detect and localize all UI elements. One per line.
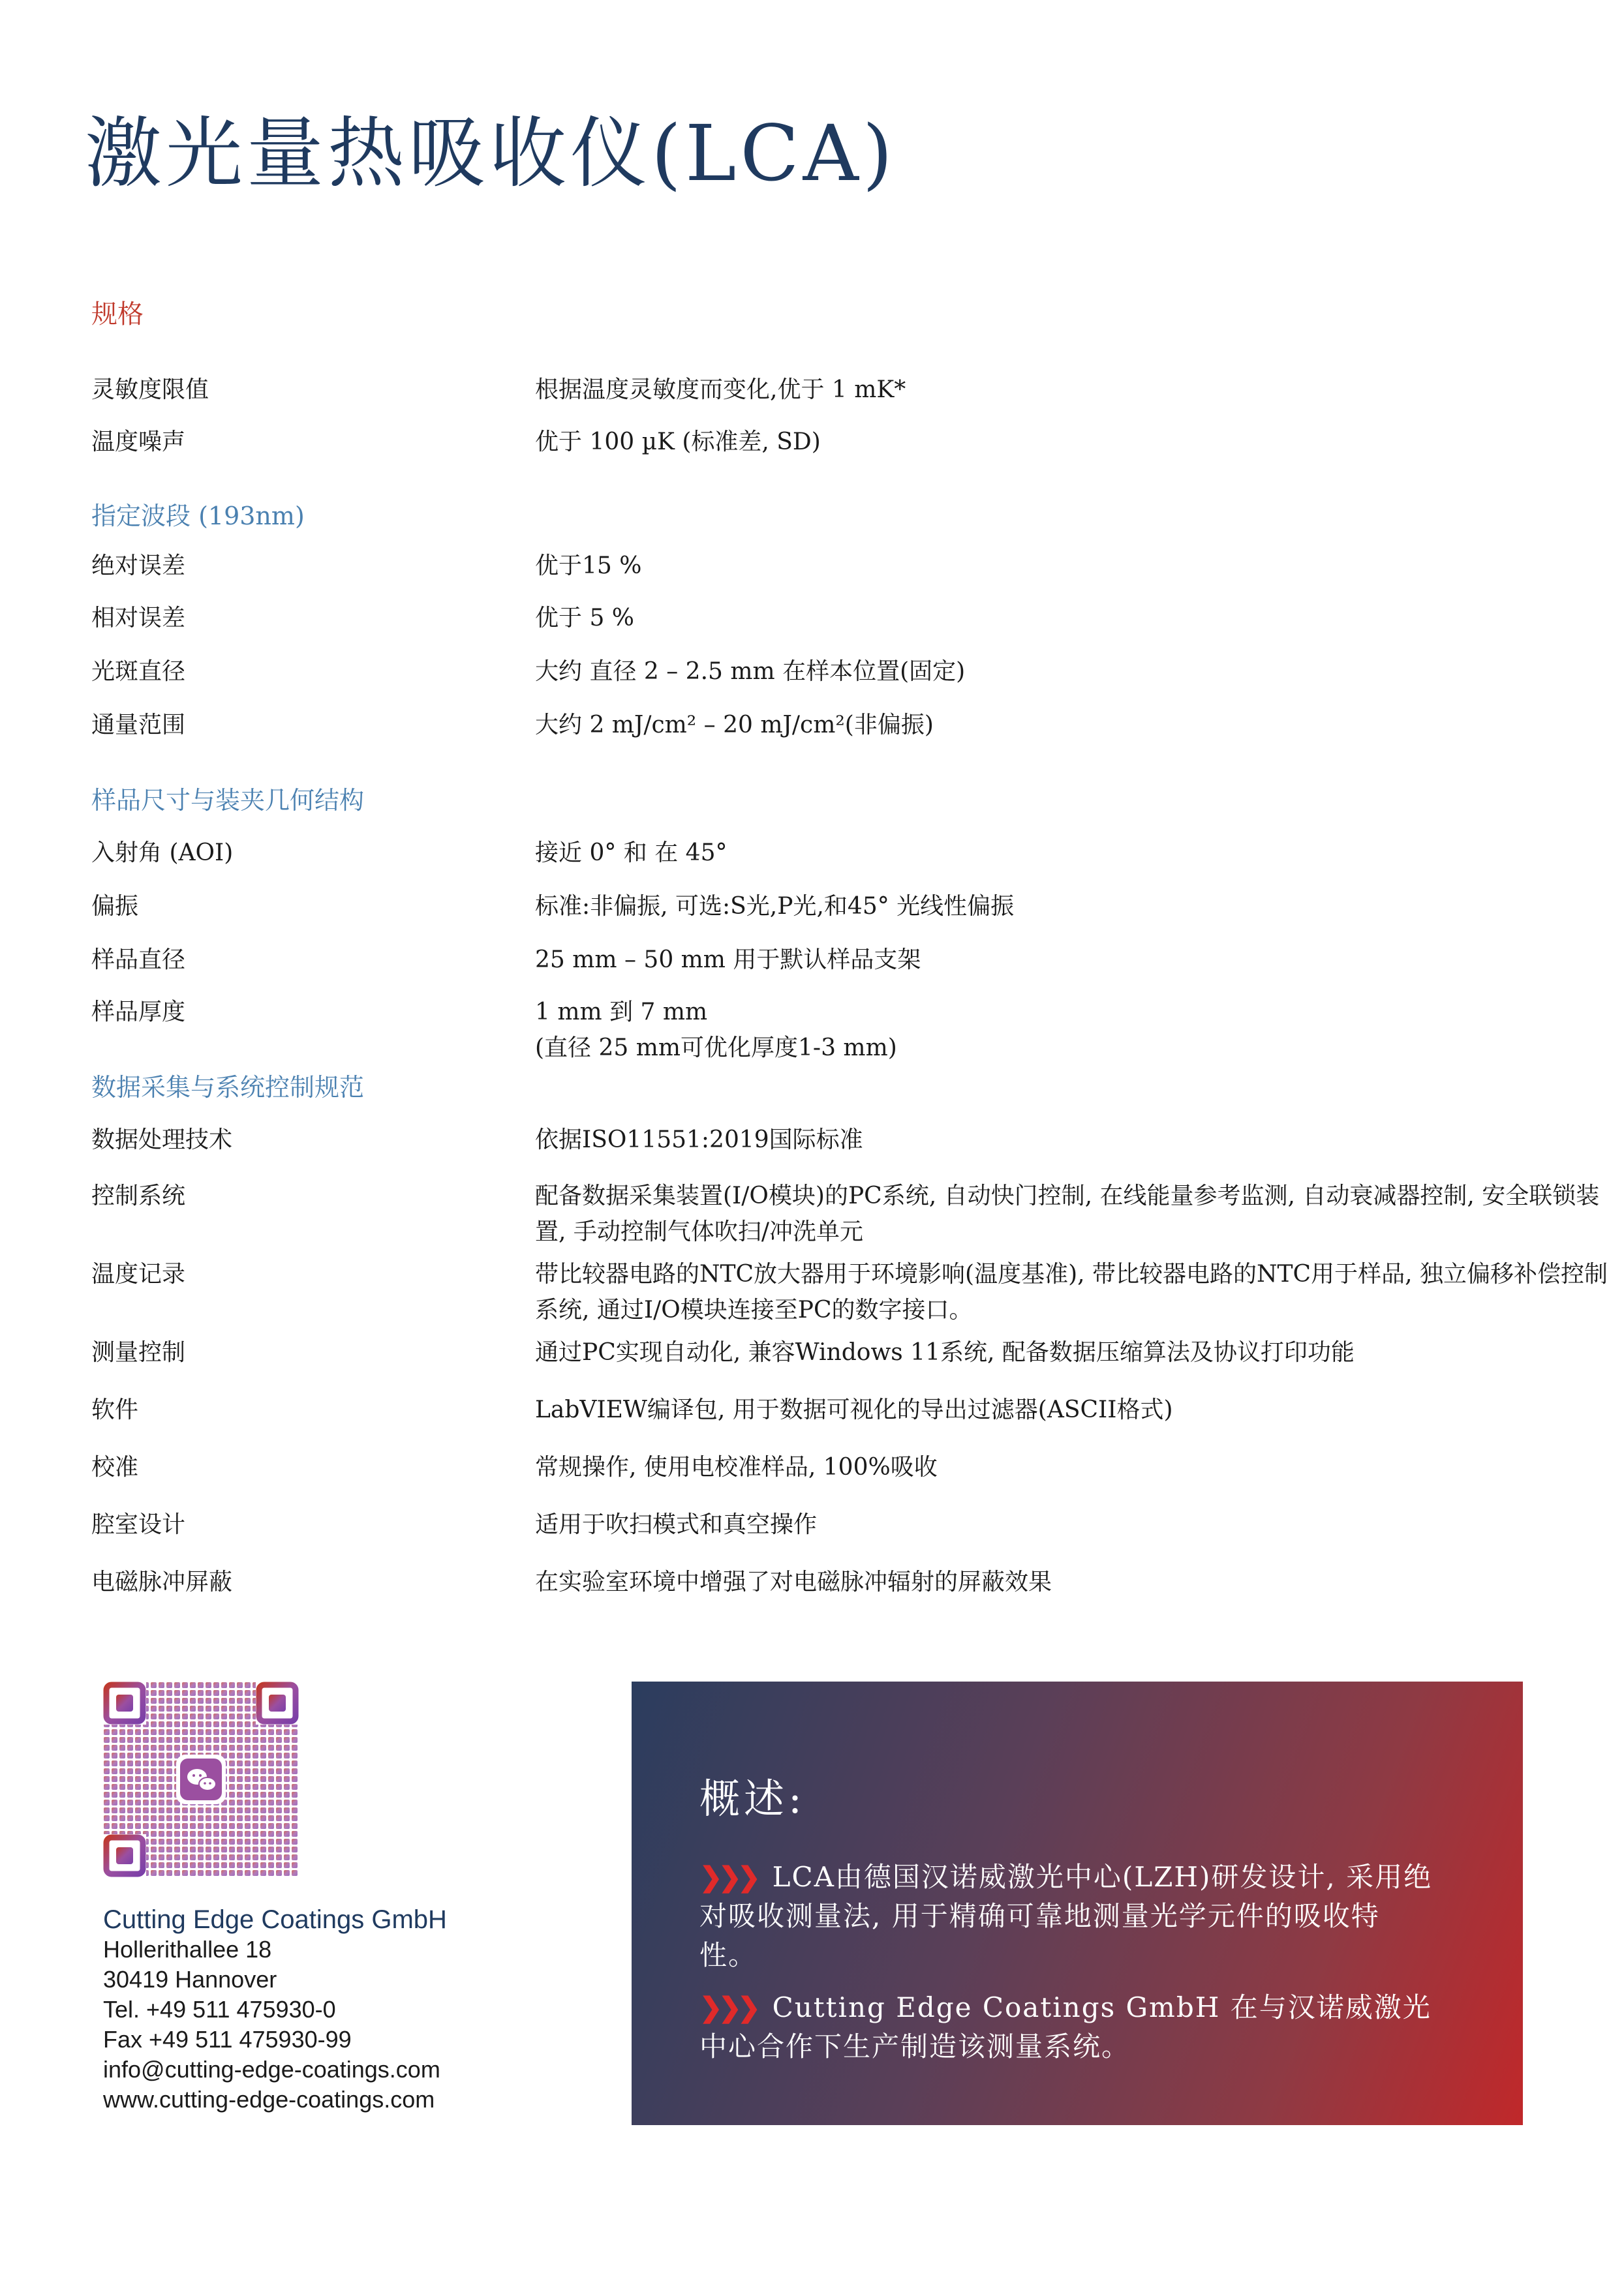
- spec-label: 腔室设计: [91, 1511, 186, 1538]
- spec-value: 大约 直径 2 – 2.5 mm 在样本位置(固定): [535, 658, 966, 685]
- page-title: 激光量热吸收仪(LCA): [85, 108, 896, 198]
- spec-label: 数据处理技术: [91, 1126, 233, 1153]
- company-street: Hollerithallee 18: [103, 1936, 272, 1963]
- daq-heading: 数据采集与系统控制规范: [91, 1073, 365, 1102]
- spec-label: 温度噪声: [91, 429, 186, 455]
- company-tel: Tel. +49 511 475930-0: [103, 1996, 336, 2023]
- spec-label: 样品直径: [91, 946, 186, 973]
- spec-label: 校准: [91, 1454, 139, 1481]
- company-info: [103, 1905, 447, 2115]
- spec-label: 测量控制: [91, 1339, 186, 1366]
- spec-label: 光斑直径: [91, 658, 186, 685]
- spec-value: 25 mm – 50 mm 用于默认样品支架: [535, 946, 921, 973]
- double-chevron-icon: ❯❯❯: [699, 1861, 757, 1893]
- overview-box: [632, 1682, 1523, 2125]
- spec-value: [535, 994, 1612, 1066]
- spec-value: 带比较器电路的NTC放大器用于环境影响(温度基准), 带比较器电路的NTC用于样品, 独立偏移补偿控制系统, 通过I/O模块连接至PC的数字接口。: [535, 1261, 1608, 1323]
- sample-heading: 样品尺寸与装夹几何结构: [91, 786, 365, 815]
- spec-value-line: (直径 25 mm可优化厚度1-3 mm): [535, 1035, 897, 1061]
- spec-label: 样品厚度: [91, 999, 186, 1025]
- spec-label: 温度记录: [91, 1261, 186, 1288]
- overview-text: LCA由德国汉诺威激光中心(LZH)研发设计, 采用绝对吸收测量法, 用于精确可靠地测量光学元件的吸收特性。: [699, 1861, 1433, 1971]
- spec-value: 在实验室环境中增强了对电磁脉冲辐射的屏蔽效果: [535, 1569, 1052, 1595]
- spec-value-line: 1 mm 到 7 mm: [535, 999, 708, 1025]
- spec-label: 软件: [91, 1397, 139, 1423]
- spec-label: 入射角 (AOI): [91, 839, 234, 866]
- spec-value: 优于 5 %: [535, 605, 634, 631]
- company-city: 30419 Hannover: [103, 1966, 277, 1993]
- spec-value: 适用于吹扫模式和真空操作: [535, 1511, 818, 1538]
- company-email[interactable]: info@cutting-edge-coatings.com: [103, 2056, 440, 2083]
- spec-label: 绝对误差: [91, 552, 186, 579]
- double-chevron-icon: ❯❯❯: [699, 1991, 757, 2023]
- company-website[interactable]: www.cutting-edge-coatings.com: [103, 2086, 435, 2113]
- spec-value: 通过PC实现自动化, 兼容Windows 11系统, 配备数据压缩算法及协议打印功能: [535, 1339, 1355, 1366]
- spec-value: 优于 100 µK (标准差, SD): [535, 429, 821, 455]
- spec-value: 依据ISO11551:2019国际标准: [535, 1126, 863, 1153]
- spec-label: 电磁脉冲屏蔽: [91, 1569, 233, 1595]
- spec-label: 通量范围: [91, 712, 186, 738]
- spec-value: 根据温度灵敏度而变化,优于 1 mK*: [535, 376, 906, 403]
- spec-label: 偏振: [91, 893, 139, 920]
- spec-label: 控制系统: [91, 1183, 186, 1209]
- spec-value: 接近 0° 和 在 45°: [535, 839, 728, 866]
- spec-label: 相对误差: [91, 605, 186, 631]
- spec-value: 配备数据采集装置(I/O模块)的PC系统, 自动快门控制, 在线能量参考监测, 自动衰减器控制, 安全联锁装置, 手动控制气体吹扫/冲洗单元: [535, 1183, 1600, 1245]
- wavelength-heading: 指定波段 (193nm): [91, 502, 305, 530]
- specs-heading: 规格: [91, 299, 144, 329]
- spec-value: 优于15 %: [535, 552, 642, 579]
- overview-paragraph: [699, 1988, 1437, 2066]
- company-name: Cutting Edge Coatings GmbH: [103, 1905, 447, 1934]
- qr-code[interactable]: [103, 1682, 299, 1877]
- spec-value: 大约 2 mJ/cm² – 20 mJ/cm²(非偏振): [535, 712, 934, 738]
- spec-value: LabVIEW编译包, 用于数据可视化的导出过滤器(ASCII格式): [535, 1397, 1173, 1423]
- overview-title: 概述:: [699, 1775, 806, 1822]
- spec-value: 常规操作, 使用电校准样品, 100%吸收: [535, 1454, 938, 1481]
- qr-code-graphic: [103, 1682, 299, 1877]
- overview-text: Cutting Edge Coatings GmbH 在与汉诺威激光中心合作下生产制造该测量系统。: [699, 1991, 1432, 2062]
- spec-value: 标准:非偏振, 可选:S光,P光,和45° 光线性偏振: [535, 893, 1015, 920]
- company-fax: Fax +49 511 475930-99: [103, 2026, 352, 2053]
- overview-paragraph: [699, 1858, 1437, 1975]
- spec-label: 灵敏度限值: [91, 376, 209, 403]
